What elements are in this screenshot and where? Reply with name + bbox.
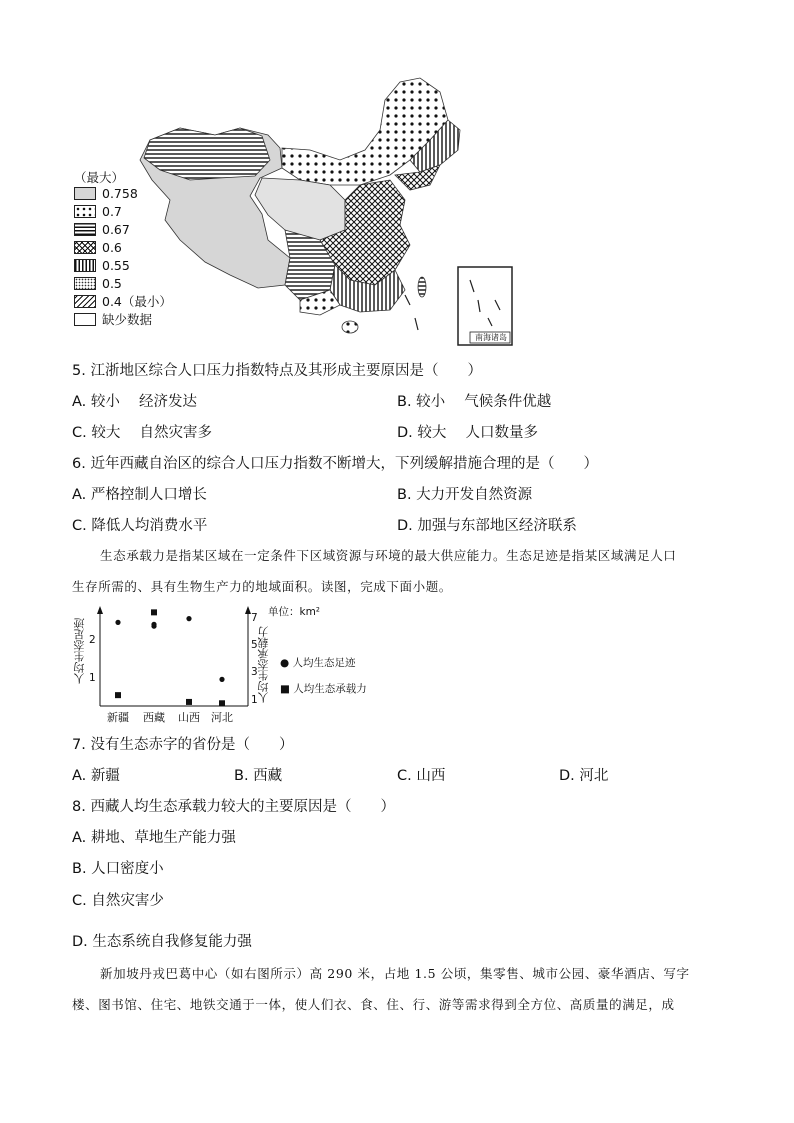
chart-category-label: 新疆 — [107, 711, 129, 724]
q8-option-b[interactable]: B. 人口密度小 — [72, 861, 164, 877]
chart-left-tick-label: 2 — [89, 634, 96, 647]
chart-legend-capacity-label: 人均生态承载力 — [293, 683, 367, 695]
chart-point-footprint — [151, 622, 156, 627]
singapore-line-1: 新加坡丹戎巴葛中心（如右图所示）高 290 米，占地 1.5 公顷，集零售、城市公园、豪华酒店、写字 — [100, 966, 690, 981]
chart-point-capacity — [219, 700, 225, 706]
chart-legend-footprint: ● 人均生态足迹 — [280, 657, 356, 669]
q5-option-b[interactable]: B. 较小 气候条件优越 — [397, 394, 552, 410]
chart-point-capacity — [115, 692, 121, 698]
legend-item — [74, 203, 122, 219]
intro-line-2: 生存所需的、具有生物生产力的地域面积。读图，完成下面小题。 — [72, 579, 452, 594]
legend-item — [74, 275, 122, 291]
legend-swatch — [74, 223, 96, 236]
legend-item — [74, 311, 152, 327]
chart-right-tick-label: 5 — [251, 639, 258, 652]
q7-option-c[interactable]: C. 山西 — [397, 768, 446, 784]
chart-category-label: 山西 — [178, 711, 200, 724]
q5-option-a[interactable]: A. 较小 经济发达 — [72, 394, 197, 410]
q8-option-c[interactable]: C. 自然灾害少 — [72, 893, 164, 909]
legend-item — [74, 185, 138, 201]
chart-point-footprint — [219, 677, 224, 682]
legend-label: 0.67 — [102, 221, 130, 237]
q5-option-d[interactable]: D. 较大 人口数量多 — [397, 425, 538, 441]
chart-unit: 单位：km² — [268, 606, 321, 618]
map-inset-label: 南海诸岛 — [475, 333, 507, 342]
legend-swatch — [74, 259, 96, 272]
chart-point-capacity — [186, 699, 192, 705]
legend-swatch — [74, 187, 96, 200]
q6-stem: 6. 近年西藏自治区的综合人口压力指数不断增大，下列缓解措施合理的是（ ） — [72, 456, 598, 472]
map-hainan — [342, 321, 358, 333]
china-map — [140, 78, 512, 345]
chart-right-tick-label: 7 — [251, 612, 258, 625]
chart-left-arrow — [97, 606, 103, 614]
legend-item — [74, 257, 130, 273]
legend-swatch — [74, 205, 96, 218]
q6-option-d[interactable]: D. 加强与东部地区经济联系 — [397, 518, 577, 534]
legend-label: 0.5 — [102, 275, 122, 291]
legend-item — [74, 221, 130, 237]
q7-stem: 7. 没有生态赤字的省份是（ ） — [72, 737, 294, 753]
map-taiwan — [418, 277, 426, 297]
legend-label: 0.6 — [102, 239, 122, 255]
chart-right-tick-label: 1 — [251, 693, 258, 706]
legend-swatch — [74, 295, 96, 308]
legend-label: 0.7 — [102, 203, 122, 219]
chart-legend-footprint-label: 人均生态足迹 — [292, 657, 356, 669]
q7-option-a[interactable]: A. 新疆 — [72, 768, 120, 784]
q8-stem: 8. 西藏人均生态承载力较大的主要原因是（ ） — [72, 799, 395, 815]
chart-category-label: 西藏 — [143, 711, 165, 724]
chart-point-footprint — [186, 616, 191, 621]
legend-swatch — [74, 277, 96, 290]
chart-point-capacity — [151, 609, 157, 615]
singapore-line-2: 楼、图书馆、住宅、地铁交通于一体，使人们衣、食、住、行、游等需求得到全方位、高质量的满足，成 — [72, 997, 675, 1012]
q6-option-a[interactable]: A. 严格控制人口增长 — [72, 487, 207, 503]
chart-y-left-label: 人均生态足迹 — [73, 618, 86, 684]
legend-item — [74, 293, 172, 309]
q7-option-d[interactable]: D. 河北 — [559, 768, 609, 784]
legend-label: 0.4（最小） — [102, 294, 172, 309]
map-dash-line — [405, 295, 418, 330]
chart-y-right-label: 人均生态承载力 — [257, 626, 270, 703]
chart-left-tick-label: 1 — [89, 672, 96, 685]
q8-option-a[interactable]: A. 耕地、草地生产能力强 — [72, 830, 236, 846]
chart-right-tick-label: 3 — [251, 666, 258, 679]
eco-chart — [97, 606, 251, 706]
q5-option-c[interactable]: C. 较大 自然灾害多 — [72, 425, 212, 441]
singapore-paragraph — [72, 958, 722, 1020]
chart-point-footprint — [115, 620, 120, 625]
q8-option-d[interactable]: D. 生态系统自我修复能力强 — [72, 934, 252, 950]
legend-label: 0.55 — [102, 257, 130, 273]
intro-line-1: 生态承载力是指某区域在一定条件下区域资源与环境的最大供应能力。生态足迹是指某区域满足人口 — [100, 548, 677, 563]
q6-option-b[interactable]: B. 大力开发自然资源 — [397, 487, 533, 503]
legend-label: 0.758 — [102, 185, 138, 201]
q7-option-b[interactable]: B. 西藏 — [234, 768, 283, 784]
legend-title: （最大） — [74, 170, 125, 185]
legend-item — [74, 239, 122, 255]
legend-label: 缺少数据 — [102, 312, 153, 327]
q6-option-c[interactable]: C. 降低人均消费水平 — [72, 518, 208, 534]
chart-category-label: 河北 — [211, 711, 233, 724]
legend-swatch — [74, 313, 96, 326]
legend-swatch — [74, 241, 96, 254]
q5-stem: 5. 江浙地区综合人口压力指数特点及其形成主要原因是（ ） — [72, 363, 482, 379]
chart-legend-capacity: ■ 人均生态承载力 — [280, 683, 367, 695]
intro-paragraph — [72, 540, 722, 602]
